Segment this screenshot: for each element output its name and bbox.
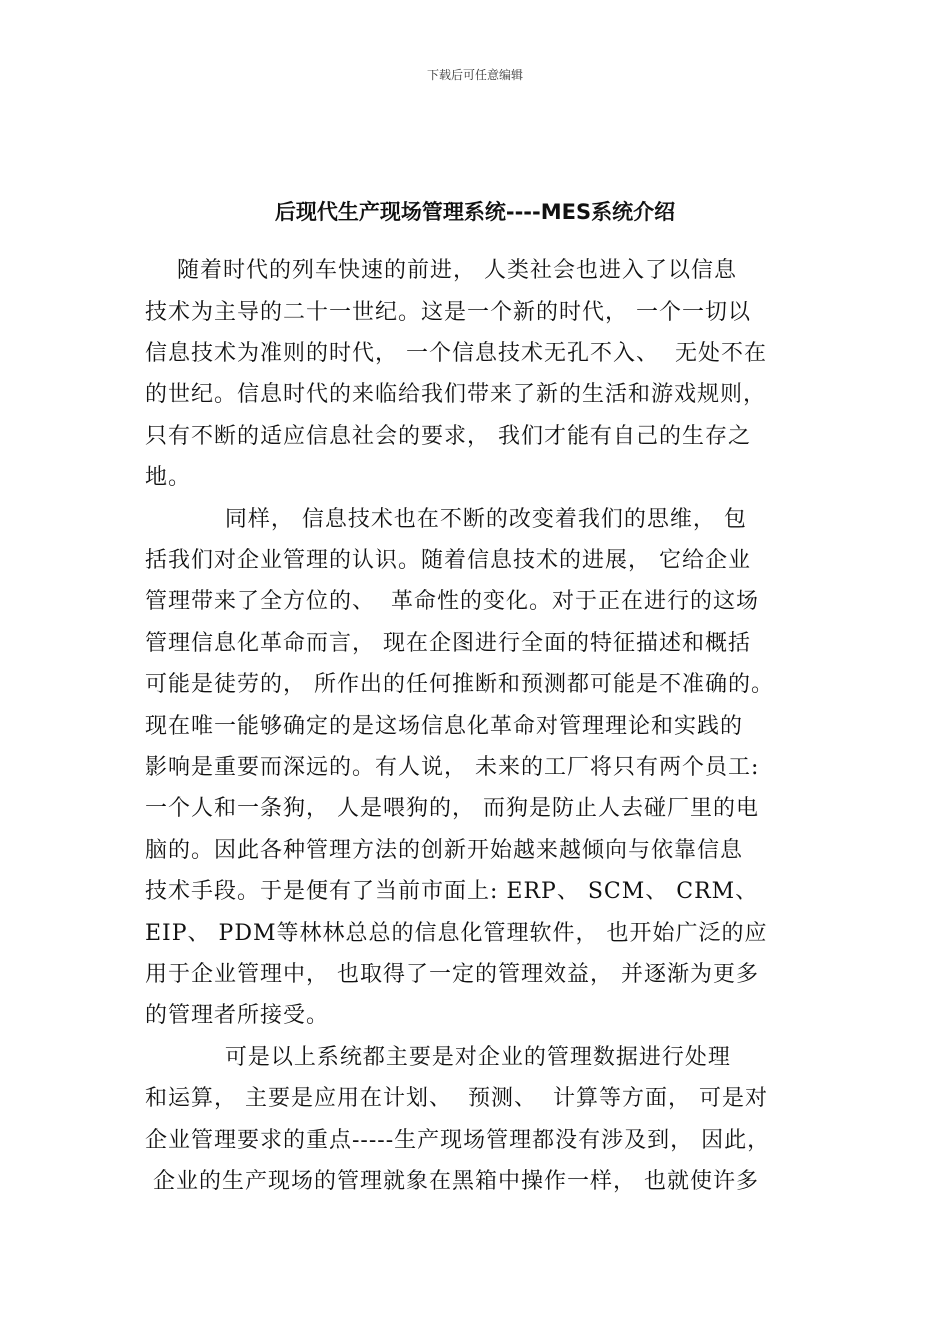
- body-line: 地。: [145, 465, 192, 490]
- body-line: 影响是重要而深远的。有人说， 未来的工厂将只有两个员工:: [145, 755, 760, 780]
- header-note: 下载后可任意编辑: [426, 68, 523, 82]
- body-line: 技术手段。于是便有了当前市面上: ERP、 SCM、 CRM、: [145, 879, 759, 904]
- body-line: 技术为主导的二十一世纪。这是一个新的时代， 一个一切以: [145, 300, 751, 325]
- body-line: 企业管理要求的重点-----生产现场管理都没有涉及到， 因此，: [145, 1128, 771, 1153]
- body-line: EIP、 PDM等林林总总的信息化管理软件， 也开始广泛的应: [145, 921, 768, 946]
- body-line: 可能是徒劳的， 所作出的任何推断和预测都可能是不准确的。: [145, 672, 774, 697]
- body-line: 管理信息化革命而言， 现在企图进行全面的特征描述和概括: [145, 631, 751, 656]
- body-line: 的世纪。信息时代的来临给我们带来了新的生活和游戏规则，: [145, 382, 767, 407]
- body-line: 用于企业管理中， 也取得了一定的管理效益， 并逐渐为更多: [145, 962, 759, 987]
- body-line: 随着时代的列车快速的前进， 人类社会也进入了以信息: [145, 258, 737, 283]
- body-line: 可是以上系统都主要是对企业的管理数据进行处理: [145, 1045, 731, 1070]
- body-line: 同样， 信息技术也在不断的改变着我们的思维， 包: [145, 507, 747, 532]
- body-line: 和运算， 主要是应用在计划、 预测、 计算等方面， 可是对: [145, 1086, 768, 1111]
- body-line: 管理带来了全方位的、 革命性的变化。对于正在进行的这场: [145, 589, 759, 614]
- body-line: 的管理者所接受。: [145, 1003, 330, 1028]
- body-line: 一个人和一条狗， 人是喂狗的， 而狗是防止人去碰厂里的电: [145, 796, 759, 821]
- body-line: 信息技术为准则的时代， 一个信息技术无孔不入、 无处不在: [145, 341, 767, 366]
- document-title: 后现代生产现场管理系统----MES系统介绍: [274, 200, 676, 224]
- body-line: 脑的。因此各种管理方法的创新开始越来越倾向与依靠信息: [145, 838, 744, 863]
- body-line: 只有不断的适应信息社会的要求， 我们才能有自己的生存之: [145, 424, 751, 449]
- body-line: 现在唯一能够确定的是这场信息化革命对管理理论和实践的: [145, 714, 744, 739]
- body-line: 括我们对企业管理的认识。随着信息技术的进展， 它给企业: [145, 548, 751, 573]
- body-line: 企业的生产现场的管理就象在黑箱中操作一样， 也就使许多: [145, 1169, 759, 1194]
